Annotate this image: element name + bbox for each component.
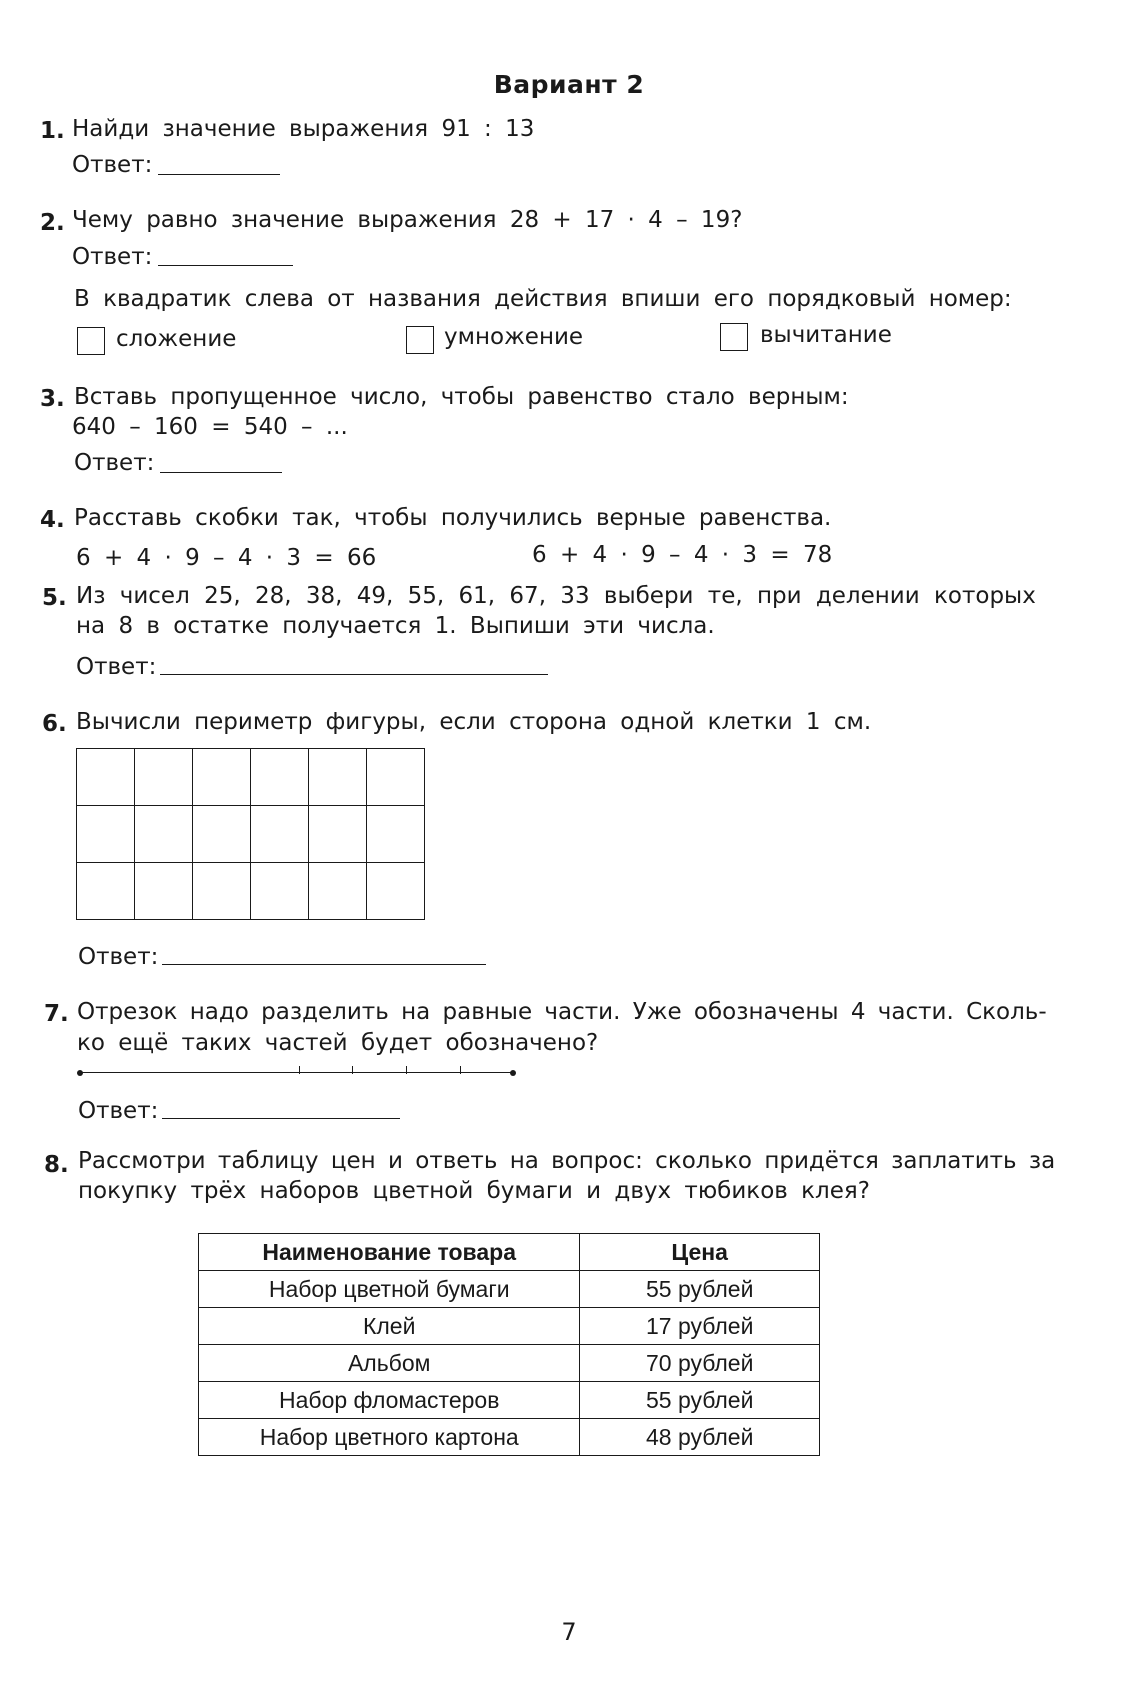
price-table-header-price: Цена <box>580 1234 820 1271</box>
price-table-header-item: Наименование товара <box>199 1234 580 1271</box>
table-row <box>199 1345 820 1382</box>
operation-box-multiplication[interactable] <box>406 326 434 354</box>
question-3-equation: 640 – 160 = 540 – ... <box>72 414 348 440</box>
question-3-text: Вставь пропущенное число, чтобы равенство стало верным: <box>74 384 849 410</box>
segment-start-point <box>77 1070 83 1076</box>
question-6-number: 6. <box>42 711 67 737</box>
operation-box-subtraction[interactable] <box>720 323 748 351</box>
question-3-answer-line[interactable] <box>160 472 282 473</box>
question-5-answer-label: Ответ: <box>76 654 157 680</box>
question-6-answer-line[interactable] <box>162 964 486 965</box>
price-table-item: Набор цветной бумаги <box>199 1271 580 1308</box>
price-table-price: 17 рублей <box>580 1308 820 1345</box>
segment-tick <box>352 1066 353 1074</box>
question-7-number: 7. <box>44 1001 69 1027</box>
question-4-text: Расставь скобки так, чтобы получились верные равенства. <box>74 505 832 531</box>
segment-tick <box>406 1066 407 1074</box>
segment-line <box>80 1072 513 1073</box>
price-table-price: 55 рублей <box>580 1271 820 1308</box>
question-5-number: 5. <box>42 585 67 611</box>
page-title: Вариант 2 <box>493 70 645 99</box>
question-1-answer-line[interactable] <box>158 174 280 175</box>
question-1-answer-label: Ответ: <box>72 152 153 178</box>
segment-tick <box>299 1066 300 1074</box>
question-4-equation-2: 6 + 4 · 9 – 4 · 3 = 78 <box>532 542 833 568</box>
question-3-answer-label: Ответ: <box>74 450 155 476</box>
question-2-answer-label: Ответ: <box>72 244 153 270</box>
question-7-answer-line[interactable] <box>162 1118 400 1119</box>
question-7-line-2: ко ещё таких частей будет обозначено? <box>77 1030 599 1056</box>
price-table <box>198 1233 820 1456</box>
price-table-header-row <box>199 1234 820 1271</box>
question-5-line-2: на 8 в остатке получается 1. Выпиши эти числа. <box>76 613 715 639</box>
question-2-number: 2. <box>40 210 65 236</box>
price-table-item: Клей <box>199 1308 580 1345</box>
price-table-price: 55 рублей <box>580 1382 820 1419</box>
question-6-answer-label: Ответ: <box>78 944 159 970</box>
question-2-instruction: В квадратик слева от названия действия впиши его порядковый номер: <box>74 286 1012 312</box>
price-table-item: Набор фломастеров <box>199 1382 580 1419</box>
question-2-answer-line[interactable] <box>158 265 293 266</box>
question-4-number: 4. <box>40 507 65 533</box>
operation-label-addition: сложение <box>116 326 237 352</box>
question-8-number: 8. <box>44 1152 69 1178</box>
perimeter-grid-figure <box>76 748 425 920</box>
question-7-answer-label: Ответ: <box>78 1098 159 1124</box>
question-7-line-1: Отрезок надо разделить на равные части. Уже обозначены 4 части. Сколь- <box>77 999 1047 1025</box>
price-table-price: 70 рублей <box>580 1345 820 1382</box>
table-row <box>199 1308 820 1345</box>
price-table-item: Набор цветного картона <box>199 1419 580 1456</box>
question-5-line-1: Из чисел 25, 28, 38, 49, 55, 61, 67, 33 выбери те, при делении которых <box>76 583 1036 609</box>
question-1-text: Найди значение выражения 91 : 13 <box>72 116 535 142</box>
question-1-number: 1. <box>40 118 65 144</box>
page-number: 7 <box>561 1618 577 1646</box>
question-6-text: Вычисли периметр фигуры, если сторона одной клетки 1 см. <box>76 709 872 735</box>
price-table-price: 48 рублей <box>580 1419 820 1456</box>
table-row <box>199 1382 820 1419</box>
question-8-line-2: покупку трёх наборов цветной бумаги и двух тюбиков клея? <box>78 1178 870 1204</box>
table-row <box>199 1271 820 1308</box>
question-5-answer-line[interactable] <box>160 674 548 675</box>
operation-box-addition[interactable] <box>77 327 105 355</box>
question-4-equation-1: 6 + 4 · 9 – 4 · 3 = 66 <box>76 545 377 571</box>
segment-end-point <box>510 1070 516 1076</box>
operation-label-subtraction: вычитание <box>760 322 892 348</box>
question-8-line-1: Рассмотри таблицу цен и ответь на вопрос: сколько придётся заплатить за <box>78 1148 1056 1174</box>
price-table-item: Альбом <box>199 1345 580 1382</box>
table-row <box>199 1419 820 1456</box>
question-3-number: 3. <box>40 386 65 412</box>
operation-label-multiplication: умножение <box>444 324 584 350</box>
question-2-text: Чему равно значение выражения 28 + 17 · 4 – 19? <box>72 207 743 233</box>
segment-tick <box>460 1066 461 1074</box>
